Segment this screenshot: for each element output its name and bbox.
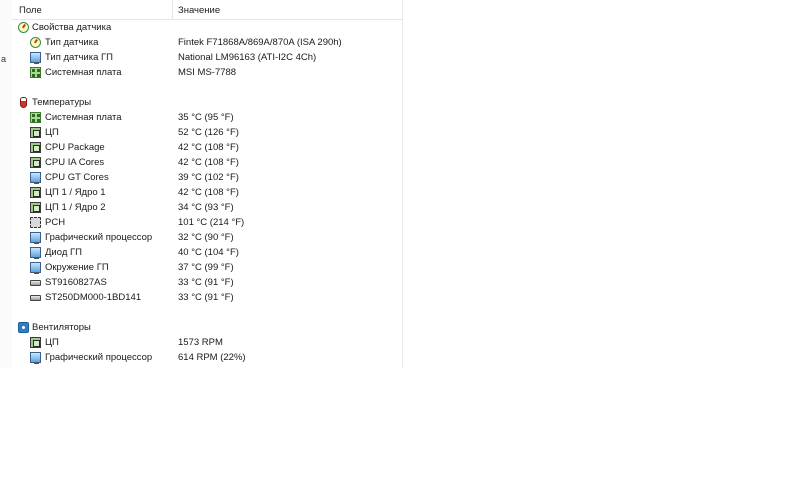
sensor-row[interactable]: [12, 125, 402, 140]
sensor-value: Fintek F71868A/869A/870A (ISA 290h): [178, 37, 342, 48]
sensor-value: 32 °C (90 °F): [178, 232, 234, 243]
monitor-icon: [30, 262, 41, 273]
sensor-row[interactable]: [12, 275, 402, 290]
sensor-value: 37 °C (99 °F): [178, 262, 234, 273]
monitor-icon: [30, 352, 41, 363]
sensor-field-label: ЦП: [45, 337, 59, 348]
sensor-field-label: Системная плата: [45, 112, 122, 123]
column-header: [12, 0, 402, 20]
group-header-row[interactable]: [12, 95, 402, 110]
sensor-value: 39 °C (102 °F): [178, 172, 239, 183]
sensor-row[interactable]: [12, 65, 402, 80]
sensor-value: 42 °C (108 °F): [178, 157, 239, 168]
cpu-chip-icon: [30, 187, 41, 198]
sensor-value: 34 °C (93 °F): [178, 202, 234, 213]
sensor-row[interactable]: [12, 185, 402, 200]
sensor-field-label: ST9160827AS: [45, 277, 107, 288]
group-label: Температуры: [32, 97, 92, 108]
sensor-field-label: ЦП 1 / Ядро 2: [45, 202, 106, 213]
sensor-icon: [30, 37, 41, 48]
monitor-icon: [30, 52, 41, 63]
cpu-chip-icon: [30, 142, 41, 153]
sensor-row[interactable]: [12, 35, 402, 50]
sensor-field-label: Тип датчика: [45, 37, 99, 48]
sensor-row[interactable]: [12, 290, 402, 305]
sensor-row[interactable]: [12, 260, 402, 275]
sensor-field-label: ЦП 1 / Ядро 1: [45, 187, 106, 198]
sensor-field-label: Системная плата: [45, 67, 122, 78]
cpu-chip-icon: [30, 127, 41, 138]
monitor-icon: [30, 232, 41, 243]
sensor-row[interactable]: [12, 200, 402, 215]
sensor-value: 33 °C (91 °F): [178, 292, 234, 303]
sensor-value: 1573 RPM: [178, 337, 223, 348]
sensor-value: 614 RPM (22%): [178, 352, 246, 363]
cpu-chip-icon: [30, 202, 41, 213]
group-spacer: [12, 80, 402, 95]
sensor-value: MSI MS-7788: [178, 67, 237, 78]
monitor-icon: [30, 247, 41, 258]
pch-chip-icon: [30, 217, 41, 228]
sensor-field-label: ЦП: [45, 127, 59, 138]
hard-drive-icon: [30, 295, 41, 301]
sensor-value: National LM96163 (ATI-I2C 4Ch): [178, 52, 317, 63]
thermometer-icon: [20, 97, 27, 108]
sensor-row[interactable]: [12, 350, 402, 365]
sensor-value: 42 °C (108 °F): [178, 187, 239, 198]
sensor-field-label: Окружение ГП: [45, 262, 109, 273]
monitor-icon: [30, 172, 41, 183]
cpu-chip-icon: [30, 337, 41, 348]
hard-drive-icon: [30, 280, 41, 286]
sensor-field-label: ST250DM000-1BD141: [45, 292, 142, 303]
sensor-list-panel: [12, 0, 403, 368]
column-divider[interactable]: [172, 0, 173, 19]
sensor-value: 101 °C (214 °F): [178, 217, 245, 228]
sensor-row[interactable]: [12, 50, 402, 65]
group-header-row[interactable]: [12, 320, 402, 335]
sensor-value: 52 °C (126 °F): [178, 127, 239, 138]
sensor-row[interactable]: [12, 170, 402, 185]
sensor-field-label: CPU GT Cores: [45, 172, 109, 183]
sensor-field-label: PCH: [45, 217, 66, 228]
group-spacer: [12, 305, 402, 320]
sensor-value: 33 °C (91 °F): [178, 277, 234, 288]
sensor-field-label: Диод ГП: [45, 247, 82, 258]
fan-icon: [18, 322, 29, 333]
sensor-field-label: CPU Package: [45, 142, 105, 153]
group-header-row[interactable]: [12, 20, 402, 35]
motherboard-icon: [30, 112, 41, 123]
sensor-value: 42 °C (108 °F): [178, 142, 239, 153]
sensor-value: 40 °C (104 °F): [178, 247, 239, 258]
cpu-chip-icon: [30, 157, 41, 168]
sensor-row[interactable]: [12, 140, 402, 155]
sensor-field-label: Тип датчика ГП: [45, 52, 113, 63]
sensor-row[interactable]: [12, 155, 402, 170]
sensor-row[interactable]: [12, 215, 402, 230]
sensor-row[interactable]: [12, 110, 402, 125]
sensor-field-label: Графический процессор: [45, 352, 153, 363]
sensor-row[interactable]: [12, 335, 402, 350]
motherboard-icon: [30, 67, 41, 78]
sensor-value: 35 °C (95 °F): [178, 112, 234, 123]
column-header-field[interactable]: Поле: [19, 5, 42, 16]
sensor-row[interactable]: [12, 230, 402, 245]
sensor-icon: [18, 22, 29, 33]
truncated-text: a: [1, 54, 7, 64]
group-label: Свойства датчика: [32, 22, 112, 33]
sensor-field-label: Графический процессор: [45, 232, 153, 243]
sensor-rows: [12, 20, 402, 365]
column-header-value[interactable]: Значение: [178, 5, 221, 16]
sensor-field-label: CPU IA Cores: [45, 157, 105, 168]
sensor-row[interactable]: [12, 245, 402, 260]
group-label: Вентиляторы: [32, 322, 91, 333]
